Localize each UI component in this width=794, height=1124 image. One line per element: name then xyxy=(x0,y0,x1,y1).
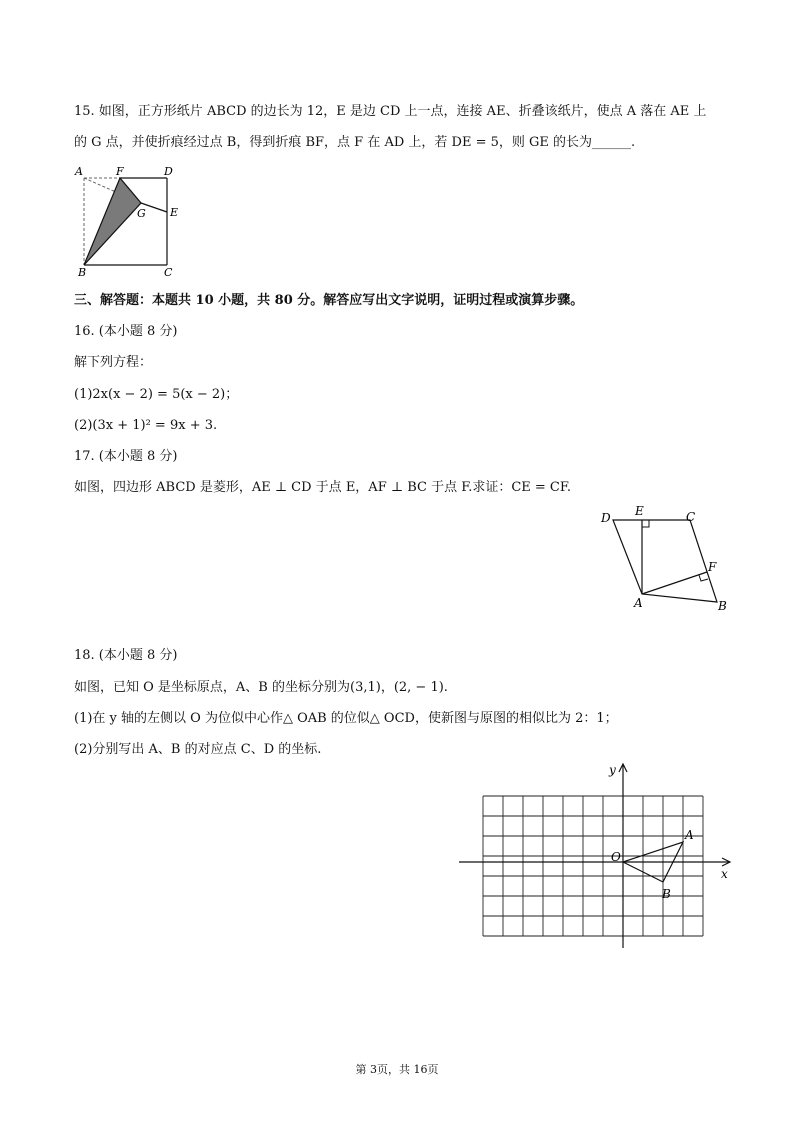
q15-label-e: E xyxy=(170,206,179,219)
q17-label-f: F xyxy=(708,560,717,574)
q15-label-c: C xyxy=(164,266,173,279)
q18-text-line1: 如图，已知 O 是坐标原点，A、B 的坐标分别为(3,1)，(2, − 1). xyxy=(74,680,448,695)
q18-label-o: O xyxy=(611,850,621,864)
q17-figure xyxy=(595,500,735,615)
q17-label-e: E xyxy=(635,504,644,518)
q18-title: 18. (本小题 8 分) xyxy=(74,648,178,663)
q17-right-angle-f xyxy=(699,575,708,581)
q15-text-line2: 的 G 点，并使折痕经过点 B，得到折痕 BF，点 F 在 AD 上，若 DE = 5，则 GE 的长为______. xyxy=(74,135,636,150)
q18-label-y: y xyxy=(609,763,616,777)
q17-label-d: D xyxy=(601,511,611,525)
q15-label-g: G xyxy=(137,207,146,220)
q15-folded-triangle xyxy=(84,178,141,265)
q15-figure xyxy=(70,160,190,280)
q16-title: 16. (本小题 8 分) xyxy=(74,324,178,339)
q17-label-a: A xyxy=(634,596,643,610)
section3-heading: 三、解答题：本题共 10 小题，共 80 分。解答应写出文字说明，证明过程或演算步骤。 xyxy=(74,293,584,308)
q17-segment-af xyxy=(642,572,707,594)
q15-label-d: D xyxy=(164,165,173,178)
page-footer: 第 3页，共 16页 xyxy=(355,1063,439,1076)
q17-label-b: B xyxy=(718,599,727,613)
q15-text-line1: 15. 如图，正方形纸片 ABCD 的边长为 12，E 是边 CD 上一点，连接 AE、折叠该纸片，使点 A 落在 AE 上 xyxy=(74,104,707,119)
q18-grid xyxy=(483,796,703,936)
q16-prompt: 解下列方程： xyxy=(74,355,153,370)
q17-title: 17. (本小题 8 分) xyxy=(74,449,178,464)
q17-label-c: C xyxy=(686,510,696,524)
q18-coordinate-figure xyxy=(455,758,745,953)
q18-part2: (2)分别写出 A、B 的对应点 C、D 的坐标. xyxy=(74,742,322,757)
q16-part2: (2)(3x + 1)² = 9x + 3. xyxy=(74,418,218,433)
q15-label-f: F xyxy=(116,165,124,178)
q17-text: 如图，四边形 ABCD 是菱形，AE ⊥ CD 于点 E，AF ⊥ BC 于点 F.求证：CE = CF. xyxy=(74,480,572,495)
q18-part1: (1)在 y 轴的左侧以 O 为位似中心作△ OAB 的位似△ OCD，使新图与原图的相似比为 2：1； xyxy=(74,711,618,726)
q17-right-angle-e xyxy=(642,520,649,527)
q18-label-b: B xyxy=(662,887,671,901)
q18-label-x: x xyxy=(721,867,728,881)
q17-rhombus xyxy=(613,520,717,602)
q18-label-a: A xyxy=(685,828,694,842)
q15-label-b: B xyxy=(78,266,87,279)
q16-part1: (1)2x(x − 2) = 5(x − 2)； xyxy=(74,387,239,402)
q15-label-a: A xyxy=(75,165,83,178)
